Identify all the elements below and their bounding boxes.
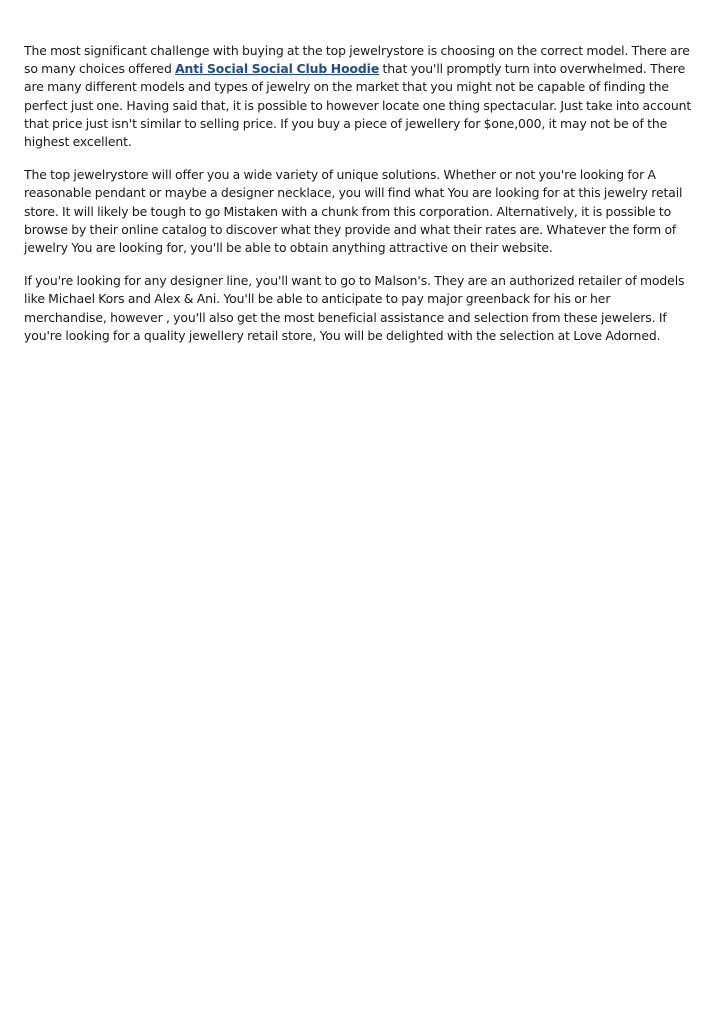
anti-social-social-club-hoodie-link[interactable]: Anti Social Social Club Hoodie [175,61,380,77]
paragraph-1 [24,42,696,151]
paragraph-1-text-before: The most significant challenge with buying at the top jewelrystore is choosing on the correct model. There are so many choices offered [24,43,690,77]
paragraph-1-text-after: that you'll promptly turn into overwhelmed. There are many different models and types of jewelry on the market that you might not be capable of finding the perfect just one. Having said that, it is possible to however locate one thing spectacular. Just take into account that price just isn't similar to selling price. If you buy a piece of jewellery for $one,000, it may not be of the highest excellent. [24,61,692,150]
paragraph-3: If you're looking for any designer line, you'll want to go to Malson's. They are an authorized retailer of models like Michael Kors and Alex & Ani. You'll be able to anticipate to pay major greenback for his or her merchandise, however , you'll also get the most beneficial assistance and selection from these jewelers. If you're looking for a quality jewellery retail store, You will be delighted with the selection at Love Adorned. [24,273,685,343]
paragraph-2: The top jewelrystore will offer you a wide variety of unique solutions. Whether or not you're looking for A reasonable pendant or maybe a designer necklace, you will find what You are looking for at this jewelry retail store. It will likely be tough to go Mistaken with a chunk from this corporation. Alternatively, it is possible to browse by their online catalog to discover what they provide and what their rates are. Whatever the form of jewelry You are looking for, you'll be able to obtain anything attractive on their website. [24,167,683,256]
